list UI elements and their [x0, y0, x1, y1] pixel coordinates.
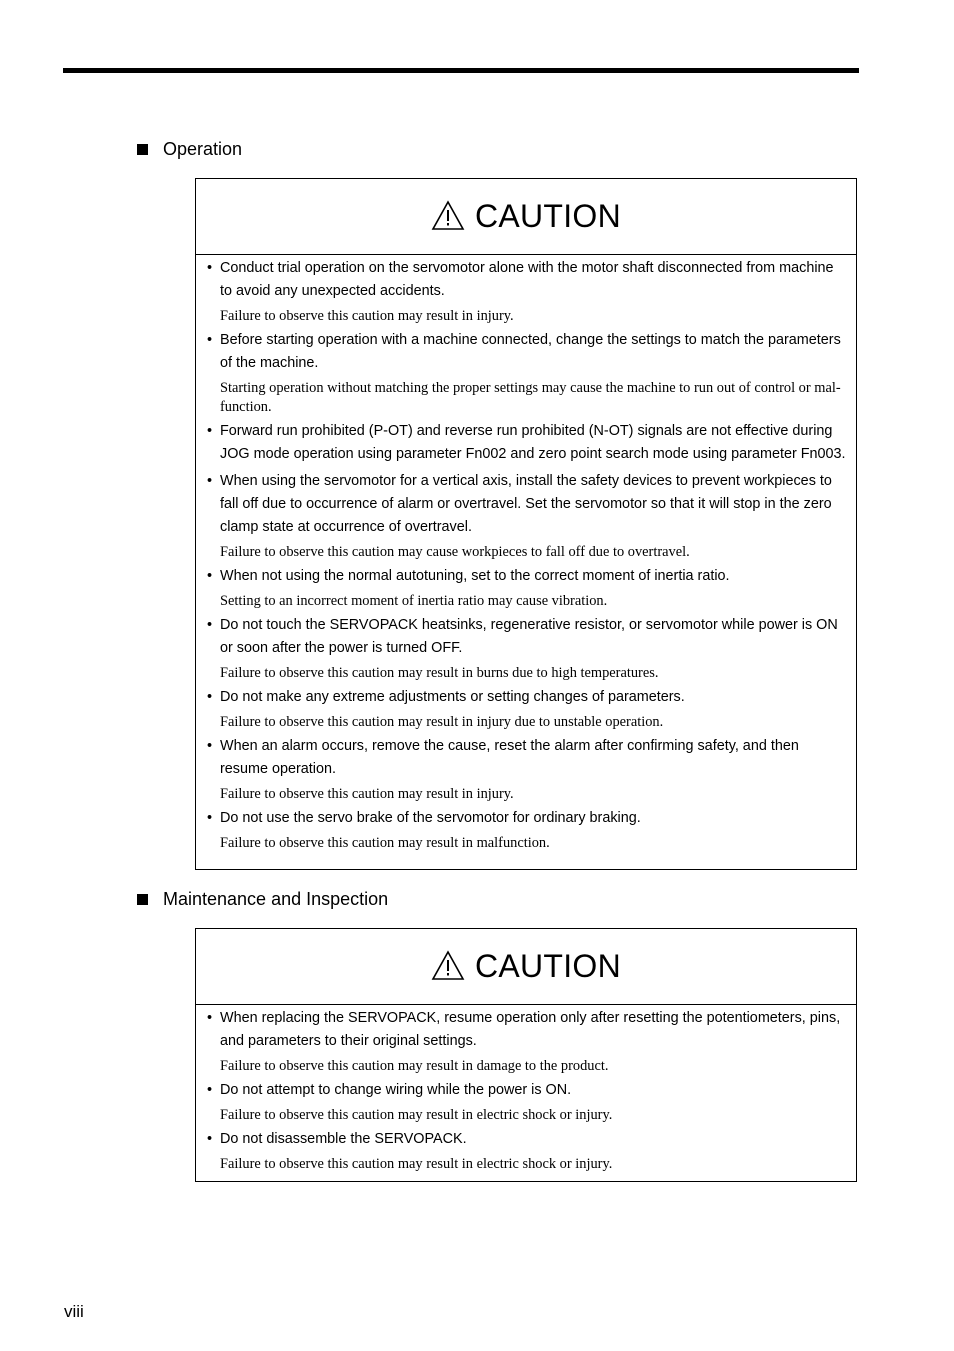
- caution-item: [206, 565, 846, 611]
- caution-item-text-line: [206, 1079, 846, 1102]
- caution-item-text: Do not use the servo brake of the servomotor for ordinary braking.: [220, 810, 641, 826]
- bullet-icon: •: [207, 423, 213, 439]
- caution-item-text: When using the servomotor for a vertical axis, install the safety devices to prevent workpieces to fall off due to occurrence of alarm or overtravel. Set the servomotor so that it will stop in the zero clamp state at occurrence of overtravel.: [220, 473, 832, 535]
- caution-consequence-note: Failure to observe this caution may result in electric shock or injury.: [220, 1156, 613, 1172]
- section-heading-text: Operation: [163, 139, 243, 159]
- section-heading-maintenance: [137, 889, 388, 910]
- caution-item-text-line: [206, 807, 846, 830]
- square-bullet-icon: [137, 894, 148, 905]
- caution-item-text-line: [206, 565, 846, 588]
- caution-item-text-line: [206, 735, 846, 781]
- caution-item-text: When an alarm occurs, remove the cause, reset the alarm after confirming safety, and then resume operation.: [220, 738, 799, 777]
- bullet-icon: •: [207, 1131, 213, 1147]
- top-rule: [63, 68, 859, 73]
- caution-item: [206, 1079, 846, 1125]
- square-bullet-icon: [137, 144, 148, 155]
- caution-item-text: Before starting operation with a machine connected, change the settings to match the parameters of the machine.: [220, 332, 841, 371]
- warning-triangle-icon: [431, 950, 465, 981]
- bullet-icon: •: [207, 689, 213, 705]
- caution-item-text-line: [206, 257, 846, 303]
- caution-item: [206, 686, 846, 732]
- caution-box-maintenance: [195, 928, 857, 1182]
- caution-consequence-note: Failure to observe this caution may result in malfunction.: [220, 835, 550, 851]
- caution-item-text-line: [206, 1128, 846, 1151]
- bullet-icon: •: [207, 473, 213, 489]
- caution-header: [196, 179, 856, 255]
- caution-item: [206, 470, 846, 562]
- caution-title: CAUTION: [474, 198, 622, 234]
- caution-item: [206, 1128, 846, 1174]
- caution-header: [196, 929, 856, 1005]
- caution-item-text: Do not disassemble the SERVOPACK.: [220, 1131, 467, 1147]
- caution-item-text-line: [206, 420, 846, 466]
- caution-item-text-line: [206, 470, 846, 539]
- caution-consequence-note: Failure to observe this caution may result in electric shock or injury.: [220, 1107, 613, 1123]
- caution-item-text-line: [206, 1007, 846, 1053]
- warning-triangle-icon: [431, 200, 465, 231]
- bullet-icon: •: [207, 1010, 213, 1026]
- bullet-icon: •: [207, 617, 213, 633]
- section-heading-operation: [137, 139, 242, 160]
- caution-item: [206, 257, 846, 326]
- caution-item-text: Do not touch the SERVOPACK heatsinks, regenerative resistor, or servomotor while power is ON or soon after the power is turned OFF.: [220, 617, 838, 656]
- caution-consequence-note: Failure to observe this caution may cause workpieces to fall off due to overtravel.: [220, 544, 690, 560]
- section-heading-text: Maintenance and Inspection: [163, 889, 389, 909]
- caution-item: [206, 329, 846, 417]
- caution-consequence-note: Failure to observe this caution may result in injury due to unstable operation.: [220, 714, 664, 730]
- caution-box-operation: [195, 178, 857, 870]
- caution-consequence-note: Failure to observe this caution may result in damage to the product.: [220, 1058, 609, 1074]
- caution-items: [196, 255, 856, 862]
- bullet-icon: •: [207, 332, 213, 348]
- caution-item-text: When replacing the SERVOPACK, resume operation only after resetting the potentiometers, pins, and parameters to their original settings.: [220, 1010, 841, 1049]
- bullet-icon: •: [207, 810, 213, 826]
- caution-consequence-note: Failure to observe this caution may result in injury.: [220, 786, 514, 802]
- bullet-icon: •: [207, 568, 213, 584]
- caution-title: CAUTION: [474, 948, 622, 984]
- caution-item-text: Do not make any extreme adjustments or setting changes of parameters.: [220, 689, 685, 705]
- bullet-icon: •: [207, 1082, 213, 1098]
- caution-item: [206, 807, 846, 853]
- bullet-icon: •: [207, 738, 213, 754]
- caution-consequence-note: Starting operation without matching the proper settings may cause the machine to run out of control or mal-function.: [220, 380, 841, 415]
- caution-items: [196, 1005, 856, 1183]
- caution-consequence-note: Failure to observe this caution may result in injury.: [220, 308, 514, 324]
- caution-item-text: Do not attempt to change wiring while the power is ON.: [220, 1082, 572, 1098]
- caution-item-text: When not using the normal autotuning, set to the correct moment of inertia ratio.: [220, 568, 730, 584]
- caution-consequence-note: Failure to observe this caution may result in burns due to high temperatures.: [220, 665, 659, 681]
- caution-item: [206, 420, 846, 466]
- caution-item-text-line: [206, 686, 846, 709]
- caution-consequence-note: Setting to an incorrect moment of inertia ratio may cause vibration.: [220, 593, 608, 609]
- bullet-icon: •: [207, 260, 213, 276]
- caution-item-text-line: [206, 329, 846, 375]
- caution-item: [206, 614, 846, 683]
- caution-item-text: Conduct trial operation on the servomotor alone with the motor shaft disconnected from machine to avoid any unexpected accidents.: [220, 260, 834, 299]
- caution-item: [206, 735, 846, 804]
- caution-item-text: Forward run prohibited (P-OT) and reverse run prohibited (N-OT) signals are not effective during JOG mode operation using parameter Fn002 and zero point search mode using parameter Fn003.: [220, 423, 846, 462]
- page-number: viii: [64, 1302, 84, 1321]
- caution-item: [206, 1007, 846, 1076]
- caution-item-text-line: [206, 614, 846, 660]
